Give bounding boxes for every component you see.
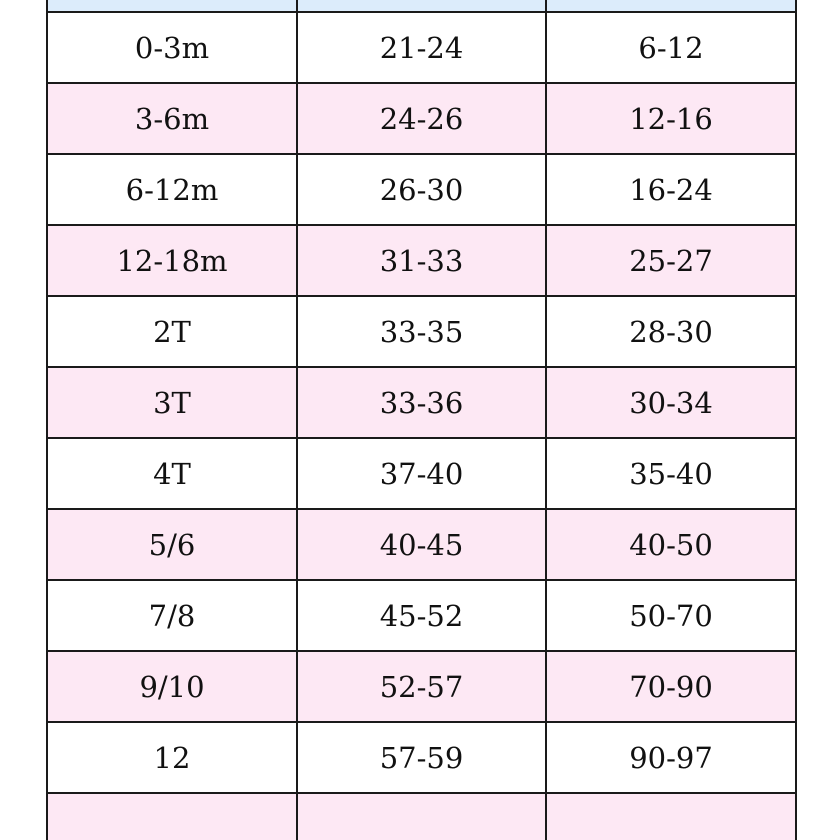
size-cell: 3T <box>47 367 297 438</box>
weight-cell: 30-34 <box>546 367 796 438</box>
header-cell <box>47 0 297 12</box>
height-cell <box>297 793 546 840</box>
weight-cell: 35-40 <box>546 438 796 509</box>
height-cell: 24-26 <box>297 83 546 154</box>
weight-cell: 25-27 <box>546 225 796 296</box>
size-cell: 6-12m <box>47 154 297 225</box>
weight-cell: 12-16 <box>546 83 796 154</box>
weight-cell <box>546 793 796 840</box>
size-cell <box>47 793 297 840</box>
table-row <box>47 12 796 83</box>
size-chart-table <box>46 0 797 840</box>
table-row <box>47 83 796 154</box>
table-row <box>47 154 796 225</box>
table-row <box>47 225 796 296</box>
weight-cell: 50-70 <box>546 580 796 651</box>
size-cell: 3-6m <box>47 83 297 154</box>
weight-cell: 16-24 <box>546 154 796 225</box>
height-cell: 33-36 <box>297 367 546 438</box>
height-cell: 31-33 <box>297 225 546 296</box>
height-cell: 26-30 <box>297 154 546 225</box>
height-cell: 40-45 <box>297 509 546 580</box>
size-cell: 7/8 <box>47 580 297 651</box>
height-cell: 33-35 <box>297 296 546 367</box>
table-row <box>47 296 796 367</box>
table-row <box>47 651 796 722</box>
height-cell: 52-57 <box>297 651 546 722</box>
weight-cell: 6-12 <box>546 12 796 83</box>
height-cell: 21-24 <box>297 12 546 83</box>
table-header-row <box>47 0 796 12</box>
table-row <box>47 367 796 438</box>
table-row <box>47 580 796 651</box>
table-row <box>47 438 796 509</box>
table-row <box>47 793 796 840</box>
table-row <box>47 509 796 580</box>
size-cell: 9/10 <box>47 651 297 722</box>
height-cell: 45-52 <box>297 580 546 651</box>
header-cell <box>297 0 546 12</box>
size-cell: 2T <box>47 296 297 367</box>
size-cell: 0-3m <box>47 12 297 83</box>
size-cell: 5/6 <box>47 509 297 580</box>
weight-cell: 90-97 <box>546 722 796 793</box>
size-cell: 12 <box>47 722 297 793</box>
table-row <box>47 722 796 793</box>
weight-cell: 28-30 <box>546 296 796 367</box>
size-cell: 12-18m <box>47 225 297 296</box>
weight-cell: 70-90 <box>546 651 796 722</box>
height-cell: 37-40 <box>297 438 546 509</box>
weight-cell: 40-50 <box>546 509 796 580</box>
size-cell: 4T <box>47 438 297 509</box>
header-cell <box>546 0 796 12</box>
height-cell: 57-59 <box>297 722 546 793</box>
